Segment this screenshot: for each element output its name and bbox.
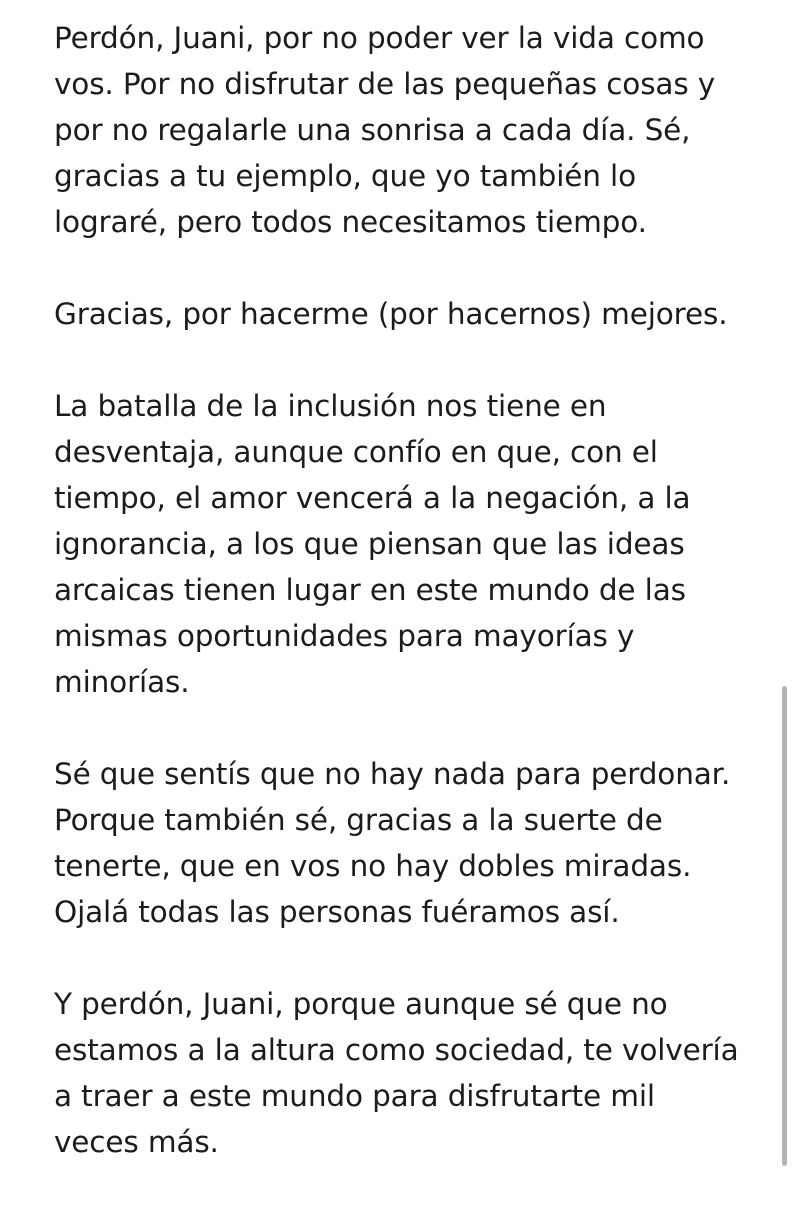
note-body[interactable] (54, 15, 754, 1211)
text-line: Y perdón, Juani, porque aunque sé que no (54, 987, 668, 1021)
text-line: arcaicas tienen lugar en este mundo de las (54, 573, 686, 607)
text-line: por no regalarle una sonrisa a cada día. Sé, (54, 113, 691, 147)
text-line: Ojalá todas las personas fuéramos así. (54, 895, 620, 929)
text-line: La batalla de la inclusión nos tiene en (54, 389, 607, 423)
text-line: desventaja, aunque confío en que, con el (54, 435, 658, 469)
text-line: mismas oportunidades para mayorías y (54, 619, 635, 653)
paragraph-forgiveness (54, 751, 754, 935)
paragraph-thanks (54, 291, 754, 337)
paragraph-closing (54, 981, 754, 1165)
text-line: tenerte, que en vos no hay dobles miradas. (54, 849, 692, 883)
text-line: Gracias, por hacerme (por hacernos) mejores. (54, 297, 728, 331)
text-line: Sé que sentís que no hay nada para perdonar. (54, 757, 731, 791)
text-line: Perdón, Juani, por no poder ver la vida como (54, 21, 705, 55)
text-line: lograré, pero todos necesitamos tiempo. (54, 205, 647, 239)
text-line: ignorancia, a los que piensan que las ideas (54, 527, 685, 561)
text-line: tiempo, el amor vencerá a la negación, a la (54, 481, 691, 515)
vertical-scrollbar[interactable] (782, 686, 787, 1166)
text-line: estamos a la altura como sociedad, te volvería (54, 1033, 739, 1067)
text-line: gracias a tu ejemplo, que yo también lo (54, 159, 636, 193)
paragraph-apology (54, 15, 754, 245)
text-line: vos. Por no disfrutar de las pequeñas cosas y (54, 67, 716, 101)
text-line: a traer a este mundo para disfrutarte mil (54, 1079, 655, 1113)
text-line: Porque también sé, gracias a la suerte de (54, 803, 663, 837)
text-line: veces más. (54, 1125, 219, 1159)
text-line: minorías. (54, 665, 190, 699)
paragraph-inclusion (54, 383, 754, 705)
